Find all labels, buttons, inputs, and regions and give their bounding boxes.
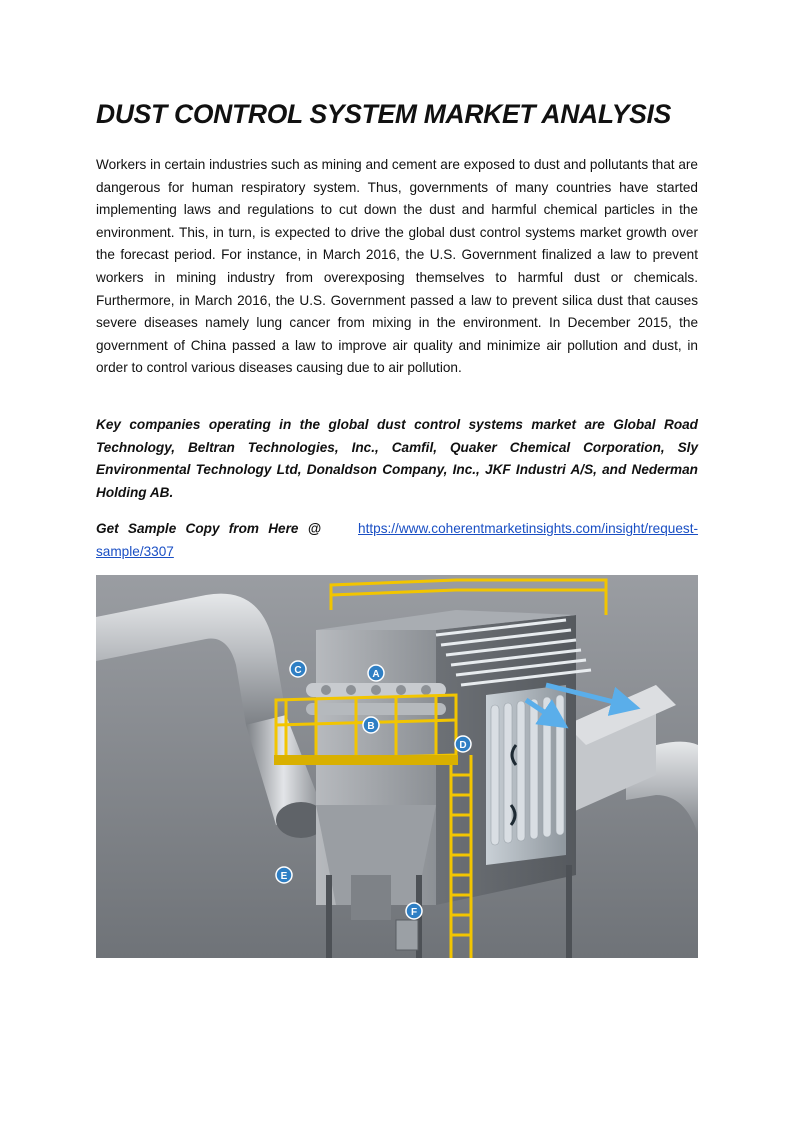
callout-a-label: A <box>372 669 380 680</box>
callout-a <box>368 665 384 681</box>
callout-f-label: F <box>410 907 418 918</box>
sample-copy-label: Get Sample Copy from Here @ <box>96 521 321 536</box>
control-box <box>396 920 418 950</box>
callout-d <box>455 736 471 752</box>
document-title: DUST CONTROL SYSTEM MARKET ANALYSIS <box>96 99 671 129</box>
callout-e-label: E <box>280 871 288 882</box>
callout-b-label: B <box>367 721 375 732</box>
sample-copy-link[interactable]: https://www.coherentmarketinsights.com/insight/request-sample/3307 <box>96 521 699 559</box>
callout-c-label: C <box>294 665 302 676</box>
callout-c <box>290 661 306 677</box>
callout-f <box>406 903 422 919</box>
callout-e <box>276 867 292 883</box>
sample-copy-line <box>96 518 698 563</box>
access-platform <box>274 755 458 765</box>
intro-paragraph: Workers in certain industries such as mining and cement are exposed to dust and pollutants that are dangerous for human respiratory system. Thus, governments of many countries have started implementing laws and regulations to cut down the dust and harmful chemical particles in the environment. This, in turn, is expected to drive the global dust control systems market growth over the forecast period. For instance, in March 2016, the U.S. Government finalized a law to prevent workers in mining industry from overexposing themselves to harmful dust or chemicals. Furthermore, in March 2016, the U.S. Government passed a law to prevent silica dust that causes severe diseases namely lung cancer from mixing in the environment. In December 2015, the government of China passed a law to improve air quality and minimize air pollution and dust, in order to control various diseases causing due to air pollution. <box>96 157 698 376</box>
key-companies-paragraph: Key companies operating in the global dust control systems market are Global Road Technology, Beltran Technologies, Inc., Camfil, Quaker Chemical Corporation, Sly Environmental Technology Ltd, Donaldson Company, Inc., JKF Industri A/S, and Nederman Holding AB. <box>96 417 698 500</box>
callout-d-label: D <box>459 740 467 751</box>
dust-collector-illustration <box>96 575 698 958</box>
callout-b <box>363 717 379 733</box>
